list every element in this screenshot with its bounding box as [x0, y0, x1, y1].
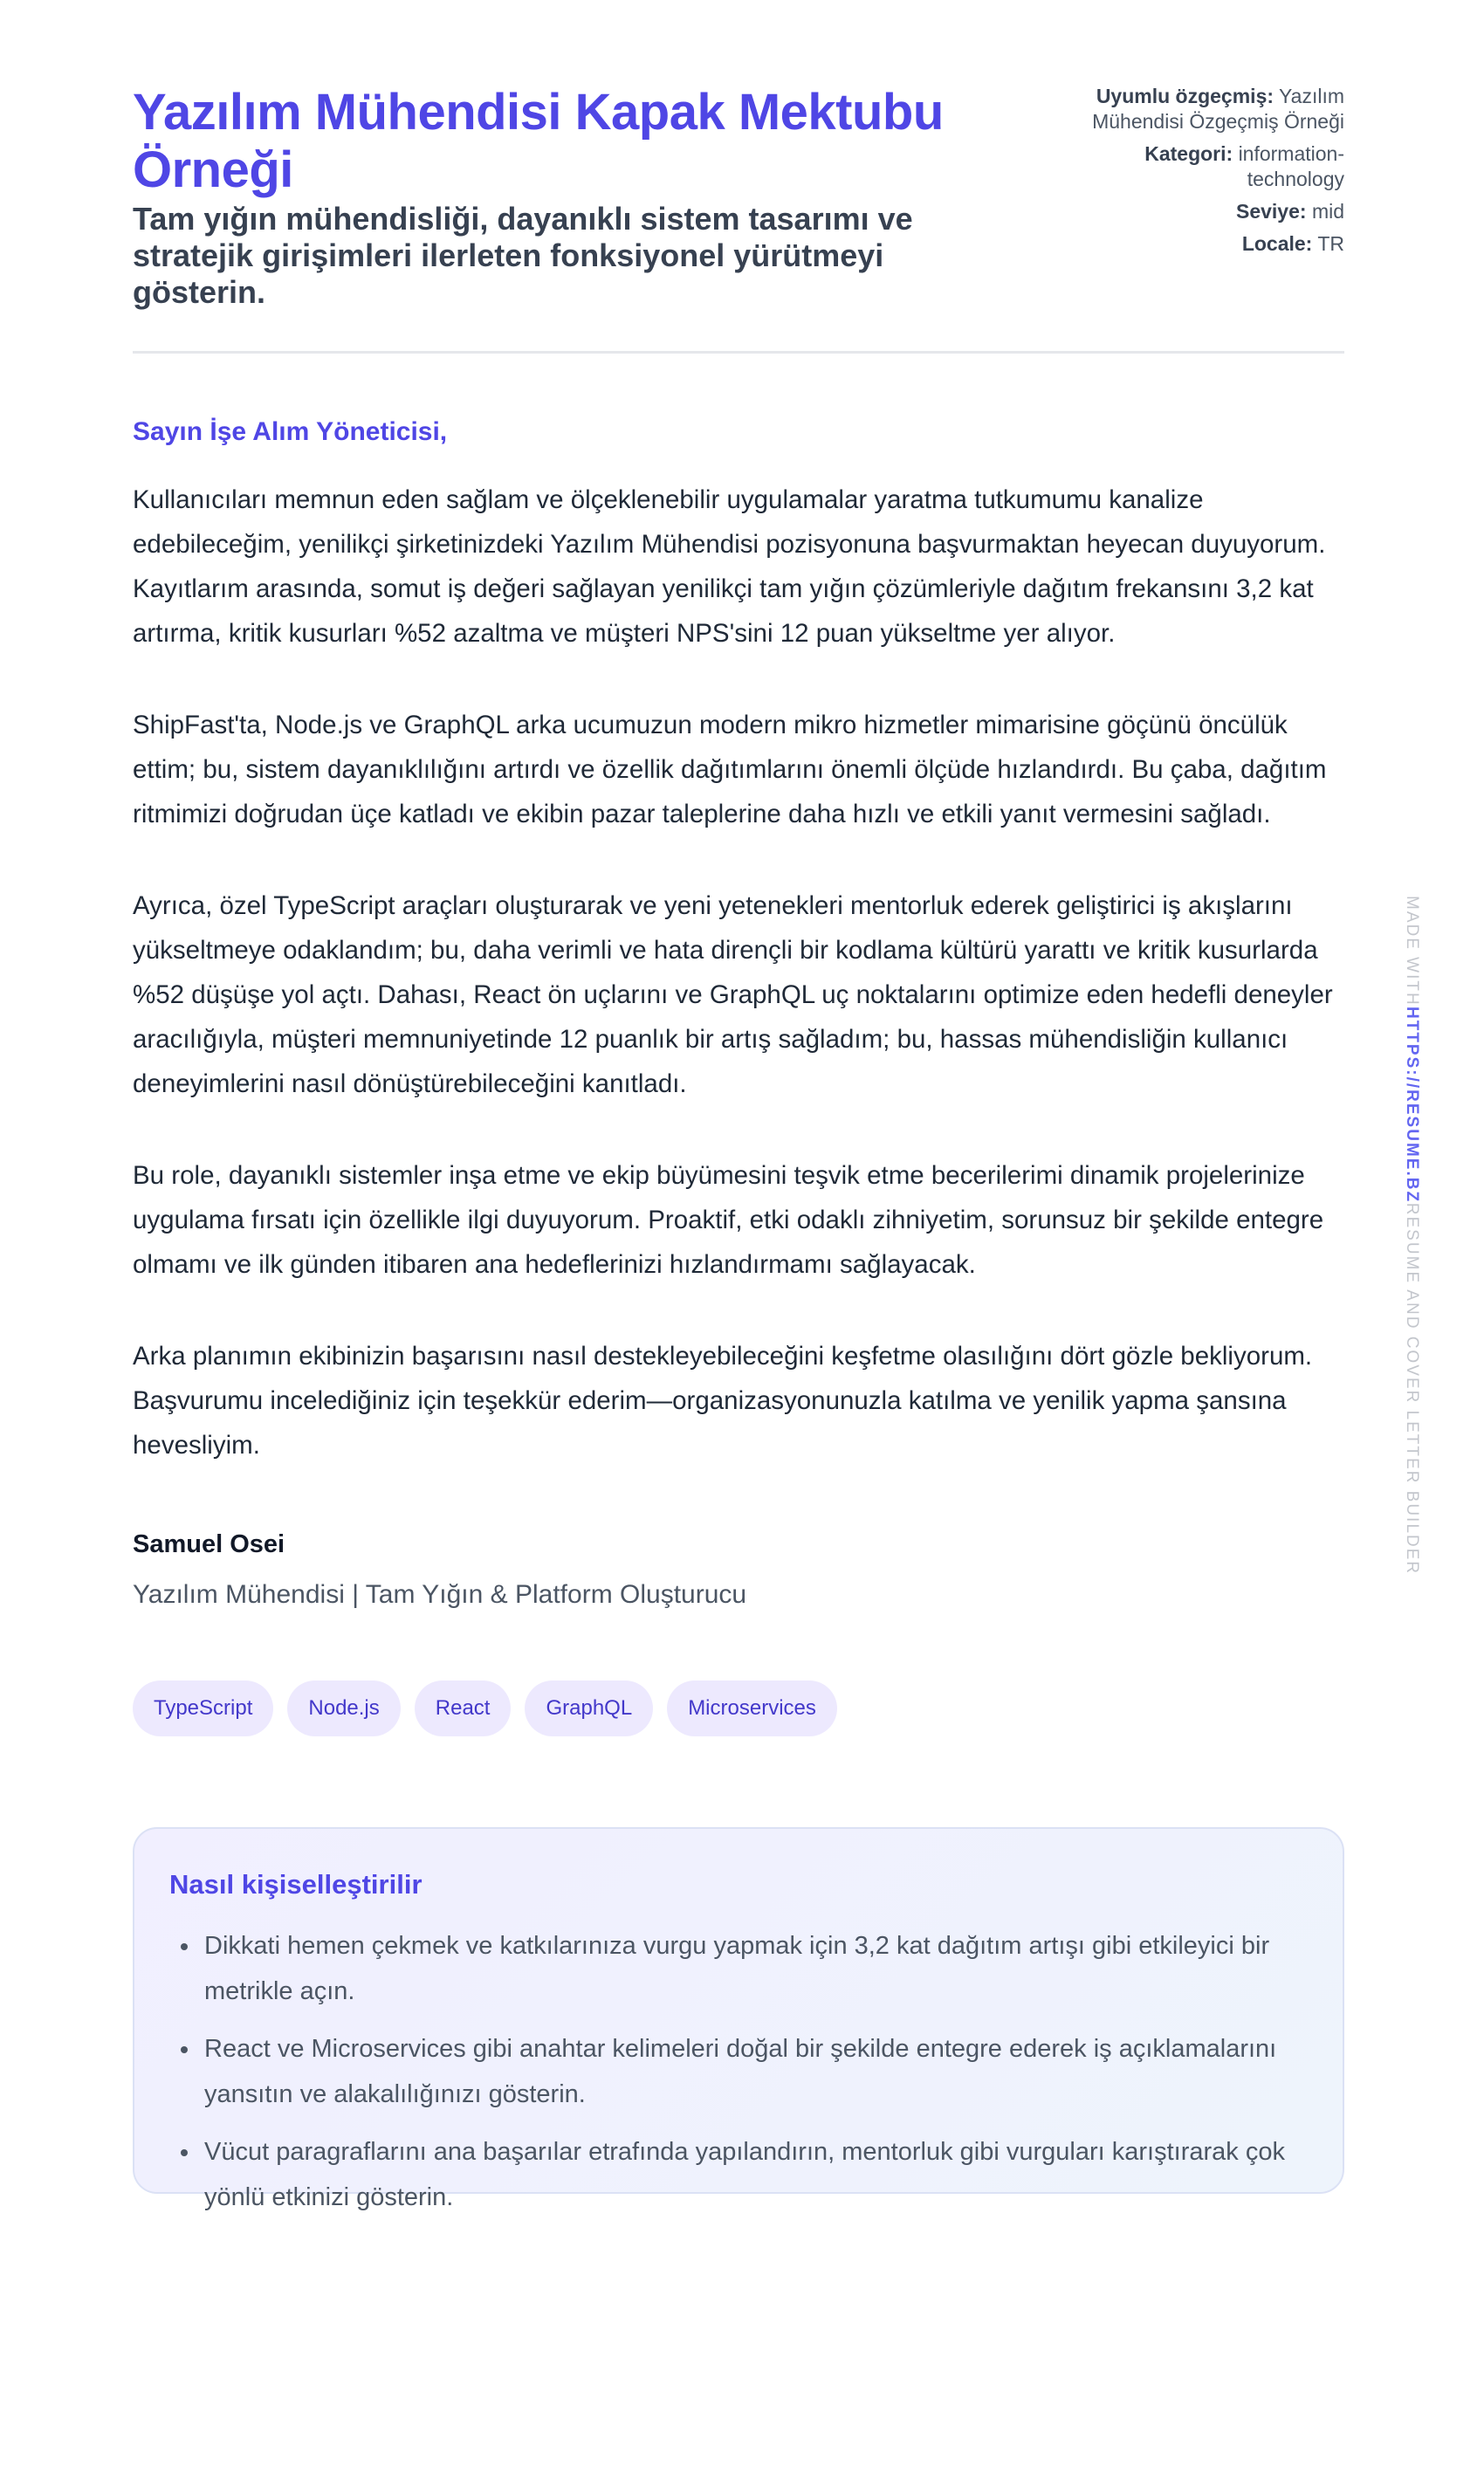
tip-item: • React ve Microservices gibi anahtar kelimeleri doğal bir şekilde entegre ederek iş açıklamalarını yansıtın ve alakalılığınızı gösterin.: [201, 2026, 1308, 2117]
meta-label: Seviye:: [1235, 200, 1307, 223]
signature-title: Yazılım Mühendisi | Tam Yığın & Platform Oluşturucu: [133, 1580, 747, 1609]
tag-typescript: TypeScript: [133, 1680, 273, 1736]
paragraph: Kullanıcıları memnun eden sağlam ve ölçeklenebilir uygulamalar yaratma tutkumumu kanalize edebileceğim, yenilikçi şirketinizdeki Yazılım Mühendisi pozisyonuna başvurmaktan heyecan duyuyorum. Kayıtlarım arasında, somut iş değeri sağlayan yenilikçi tam yığın çözümleriyle dağıtım frekansını 3,2 kat artırma, kritik kusurları %52 azaltma ve müşteri NPS'sini 12 puan yükseltme yer alıyor.: [133, 485, 1326, 648]
cover-letter-page: [133, 84, 1344, 2211]
watermark-prefix: MADE WITH: [1403, 896, 1421, 1007]
meta-level: [1056, 199, 1344, 224]
watermark-link[interactable]: HTTPS://RESUME.BZ: [1403, 1006, 1421, 1203]
page-subtitle: Tam yığın mühendisliği, dayanıklı sistem tasarımı ve stratejik girişimleri ilerleten fonksiyonel yürütmeyi gösterin.: [133, 201, 913, 310]
meta-value[interactable]: Yazılım Mühendisi Özgeçmiş Örneği: [1092, 85, 1344, 133]
tag-nodejs: Node.js: [287, 1680, 400, 1736]
meta-info: [1056, 84, 1344, 264]
tip-item: • Vücut paragraflarını ana başarılar etrafında yapılandırın, mentorluk gibi vurguları karıştırarak çok yönlü etkinizi gösterin.: [201, 2129, 1308, 2220]
header: [133, 84, 1344, 311]
meta-label: Locale:: [1241, 232, 1313, 255]
meta-locale: [1056, 231, 1344, 257]
meta-label: Uyumlu özgeçmiş:: [1096, 85, 1274, 107]
greeting: Sayın İşe Alım Yöneticisi,: [133, 417, 448, 446]
meta-value: information-technology: [1238, 142, 1344, 190]
tips-heading: Nasıl kişiselleştirilir: [169, 1869, 423, 1900]
divider: [133, 351, 1344, 354]
paragraph: Ayrıca, özel TypeScript araçları oluşturarak ve yeni yetenekleri mentorluk ederek geliştirici iş akışlarını yükseltmeye odaklandım; bu, daha verimli ve hata dirençli bir kodlama kültürü yarattı ve kritik kusurlarda %52 düşüşe yol açtı. Dahası, React ön uçlarını ve GraphQL uç noktalarını optimize eden hedefli deneyler aracılığıyla, müşteri memnuniyetinde 12 puanlık bir artış sağladım; bu, hassas mühendisliğin kullanıcı deneyimlerini nasıl dönüştürebileceğini kanıtladı.: [133, 891, 1333, 1098]
skill-tags: [133, 1680, 1344, 1736]
meta-value: mid: [1311, 200, 1344, 223]
tag-react: React: [415, 1680, 512, 1736]
paragraph: Arka planımın ekibinizin başarısını nasıl destekleyebileceğini keşfetme olasılığını dört gözle bekliyorum. Başvurumu incelediğiniz için teşekkür ederim—organizasyonunuzla katılma ve yenilik yapma şansına hevesliyim.: [133, 1342, 1313, 1460]
paragraph: ShipFast'ta, Node.js ve GraphQL arka ucumuzun modern mikro hizmetler mimarisine göçünü öncülük ettim; bu, sistem dayanıklılığını artırdı ve özellik dağıtımlarını önemli ölçüde hızlandırdı. Bu çaba, dağıtım ritmimizi doğrudan üçe katladı ve ekibin pazar taleplerine daha hızlı ve etkili yanıt vermesini sağladı.: [133, 711, 1327, 828]
personalization-tips: [133, 1827, 1344, 2211]
meta-label: Kategori:: [1144, 142, 1233, 165]
tag-graphql: GraphQL: [525, 1680, 653, 1736]
watermark-suffix: RESUME AND COVER LETTER BUILDER: [1403, 1202, 1421, 1576]
tips-list: [169, 1923, 1308, 2220]
meta-matching-resume: [1056, 84, 1344, 134]
watermark: [1402, 896, 1421, 1575]
tip-item: • Dikkati hemen çekmek ve katkılarınıza vurgu yapmak için 3,2 kat dağıtım artışı gibi etkileyici bir metrikle açın.: [201, 1923, 1308, 2014]
tag-microservices: Microservices: [667, 1680, 837, 1736]
title-block: [133, 84, 1006, 311]
page-title: Yazılım Mühendisi Kapak Mektubu Örneği: [133, 84, 944, 198]
letter-body: [133, 478, 1344, 1467]
meta-category: [1056, 141, 1344, 192]
meta-value: TR: [1317, 232, 1344, 255]
signature-name: Samuel Osei: [133, 1530, 285, 1558]
paragraph: Bu role, dayanıklı sistemler inşa etme ve ekip büyümesini teşvik etme becerilerimi dinamik projelerinize uygulama fırsatı için özellikle ilgi duyuyorum. Proaktif, etki odaklı zihniyetim, sorunsuz bir şekilde entegre olmamı ve ilk günden itibaren ana hedeflerinizi hızlandırmamı sağlayacak.: [133, 1161, 1324, 1279]
